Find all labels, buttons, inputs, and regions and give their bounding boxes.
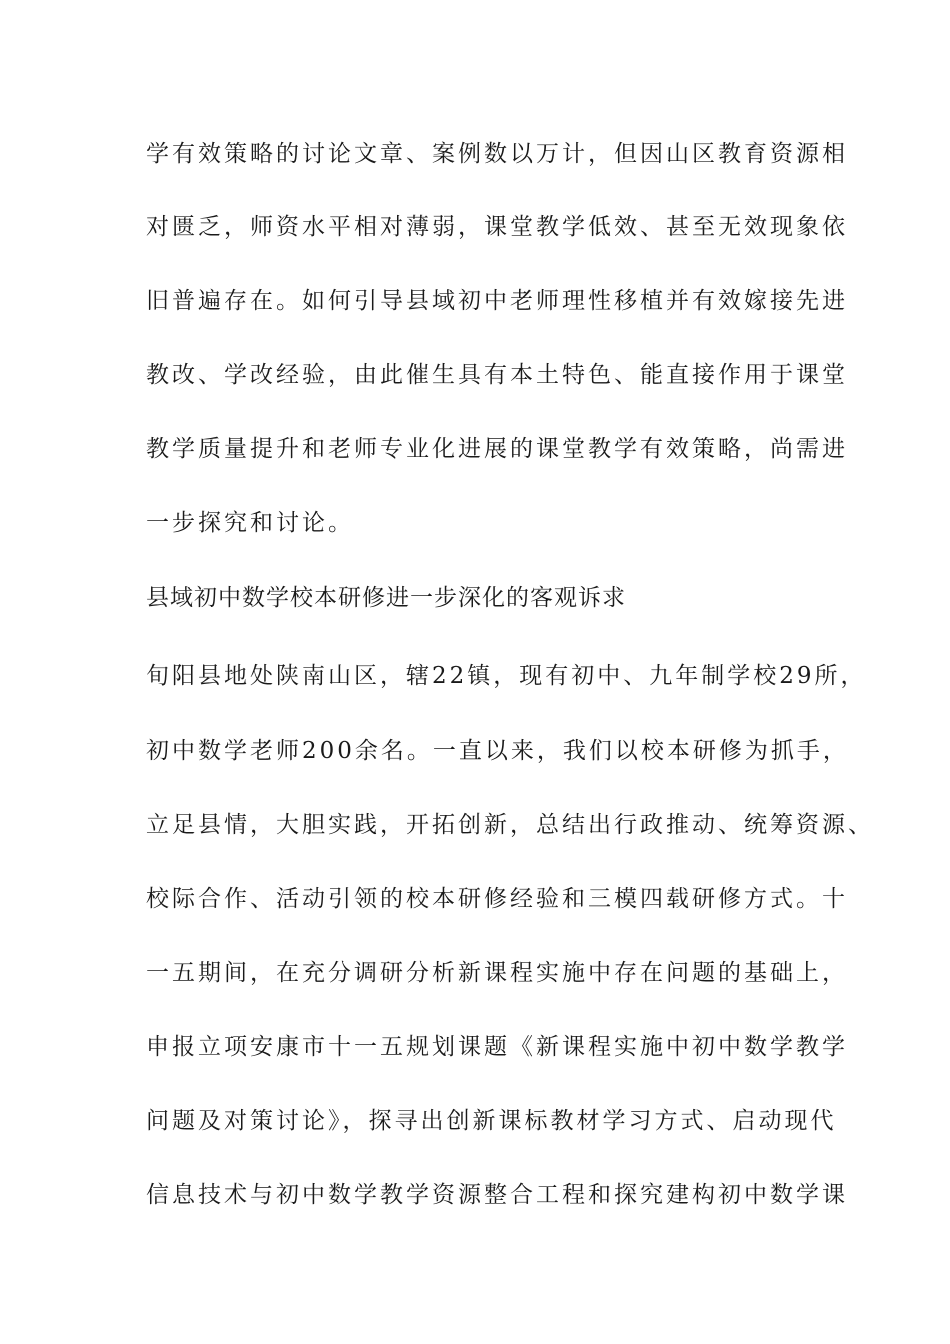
text-line: 申报立项安康市十一五规划课题《新课程实施中初中数学教学: [146, 1034, 848, 1060]
text-line: 初中数学老师200余名。一直以来，我们以校本研修为抓手，: [146, 738, 849, 764]
text-line: 对匮乏，师资水平相对薄弱，课堂教学低效、甚至无效现象依: [146, 214, 848, 240]
text-line: 一五期间，在充分调研分析新课程实施中存在问题的基础上，: [146, 960, 848, 986]
text-line: 一步探究和讨论。: [146, 510, 354, 536]
text-line: 信息技术与初中数学教学资源整合工程和探究建构初中数学课: [146, 1182, 848, 1208]
section-heading: 县域初中数学校本研修进一步深化的客观诉求: [146, 585, 626, 611]
text-line: 问题及对策讨论》，探寻出创新课标教材学习方式、启动现代: [146, 1108, 837, 1134]
text-line: 旧普遍存在。如何引导县域初中老师理性移植并有效嫁接先进: [146, 288, 848, 314]
text-line: 校际合作、活动引领的校本研修经验和三模四载研修方式。十: [146, 886, 848, 912]
text-line: 立足县情，大胆实践，开拓创新，总结出行政推动、统筹资源、: [146, 812, 874, 838]
text-line: 学有效策略的讨论文章、案例数以万计，但因山区教育资源相: [146, 141, 848, 167]
text-line: 旬阳县地处陕南山区，辖22镇，现有初中、九年制学校29所，: [146, 663, 867, 689]
text-line: 教改、学改经验，由此催生具有本土特色、能直接作用于课堂: [146, 362, 848, 388]
text-line: 教学质量提升和老师专业化进展的课堂教学有效策略，尚需进: [146, 436, 848, 462]
